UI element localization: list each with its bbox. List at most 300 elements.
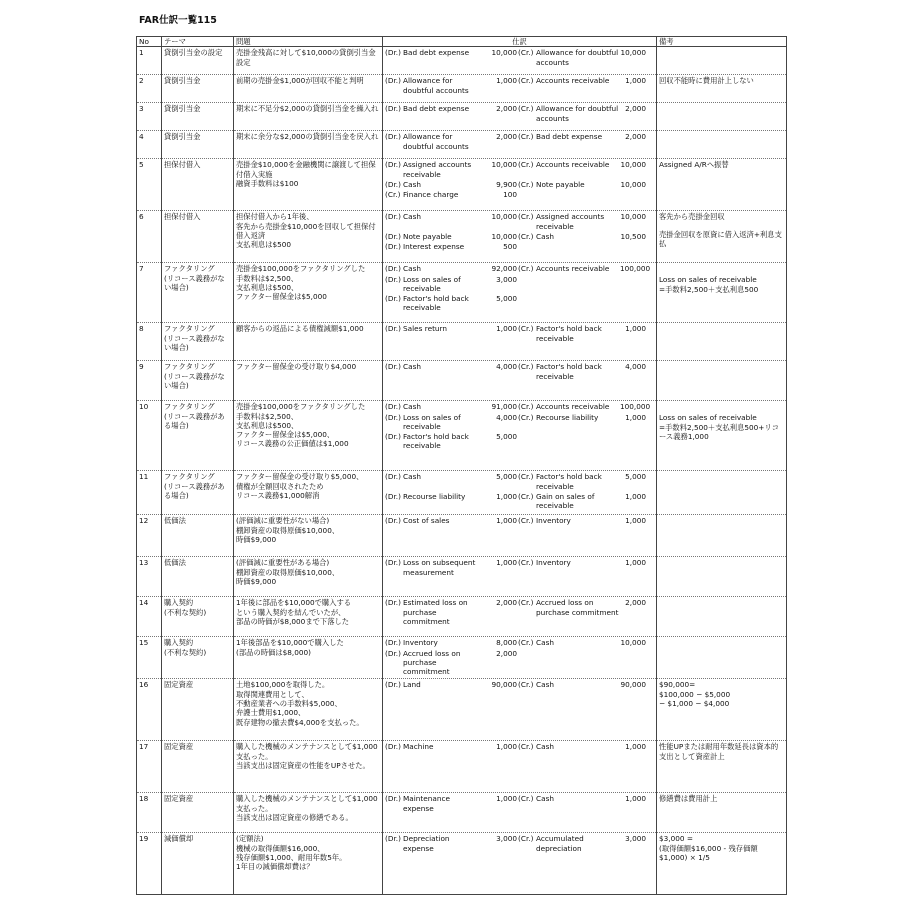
credit-account: Cash xyxy=(536,231,554,241)
row-theme: 低価法 xyxy=(162,557,234,597)
credit-account xyxy=(536,190,620,199)
debit-account: Loss on subsequent measurement xyxy=(403,558,476,577)
note-text: 売掛金回収を原資に借入返済+利息支払 xyxy=(659,229,782,248)
row-theme: 貸倒引当金 xyxy=(162,131,234,159)
credit-amount: 1,000 xyxy=(625,324,646,334)
cr-label: (Cr.) xyxy=(518,491,534,501)
credit-account: Accounts receivable xyxy=(536,160,610,170)
debit-amount: 2,000 xyxy=(496,648,517,658)
debit-account: Land xyxy=(403,680,421,690)
table-row xyxy=(137,263,787,323)
cr-label: (Cr.) xyxy=(518,402,534,412)
credit-account: Factor's hold back receivable xyxy=(536,362,602,381)
note-text: Loss on sales of receivable =手数料2,500＋支払利息500+リコース義務1,000 xyxy=(659,413,779,441)
debit-account: Inventory xyxy=(403,638,438,648)
credit-account: Inventory xyxy=(536,558,571,568)
debit-account: Factor's hold back receivable xyxy=(403,294,469,313)
debit-account: Allowance for doubtful accounts xyxy=(403,132,469,151)
debit-account: Maintenance expense xyxy=(403,794,450,813)
row-theme: 固定資産 xyxy=(162,741,234,793)
cr-label xyxy=(518,294,536,313)
debit-amount: 1,000 xyxy=(496,516,517,526)
row-no: 3 xyxy=(137,103,162,131)
dr-label: (Dr.) xyxy=(385,294,401,304)
credit-amount xyxy=(620,242,646,251)
debit-amount: 91,000 xyxy=(491,402,517,412)
row-theme: 担保付借入 xyxy=(162,159,234,211)
debit-amount: 5,000 xyxy=(496,472,517,482)
debit-account: Cost of sales xyxy=(403,516,450,526)
note-text: 性能UPまたは耐用年数延長は資本的支出として資産計上 xyxy=(659,742,779,761)
cr-label: (Cr.) xyxy=(518,104,534,114)
row-question: 担保付借入から1年後、 客先から売掛金$10,000を回収して担保付借入返済 支払利息は$500 xyxy=(234,211,383,263)
credit-amount: 1,000 xyxy=(625,558,646,568)
debit-amount: 3,000 xyxy=(496,834,517,844)
dr-label: (Cr.) xyxy=(385,190,401,200)
credit-amount: 2,000 xyxy=(625,132,646,142)
row-question: 期末に余分な$2,000の貸倒引当金を戻入れ xyxy=(234,131,383,159)
credit-amount: 4,000 xyxy=(625,362,646,372)
debit-amount: 2,000 xyxy=(496,598,517,608)
row-theme: 貸倒引当金 xyxy=(162,103,234,131)
row-journal xyxy=(383,323,657,361)
row-question: 売掛金$10,000を金融機関に譲渡して担保付借入実施 融資手数料は$100 xyxy=(234,159,383,211)
credit-account: Factor's hold back receivable xyxy=(536,472,602,491)
credit-account: Cash xyxy=(536,794,554,804)
row-journal xyxy=(383,401,657,471)
dr-label: (Dr.) xyxy=(385,598,401,608)
debit-amount: 10,000 xyxy=(491,231,517,241)
debit-account: Finance charge xyxy=(403,190,459,200)
row-notes xyxy=(657,471,787,515)
dr-label: (Dr.) xyxy=(385,160,401,170)
row-no: 8 xyxy=(137,323,162,361)
credit-amount: 100,000 xyxy=(620,264,651,274)
row-journal xyxy=(383,471,657,515)
row-notes xyxy=(657,361,787,401)
cr-label: (Cr.) xyxy=(518,412,534,422)
debit-account: Allowance for doubtful accounts xyxy=(403,76,469,95)
debit-account: Recourse liability xyxy=(403,491,466,501)
dr-label: (Dr.) xyxy=(385,76,401,86)
journal-line xyxy=(385,76,654,95)
journal-line xyxy=(385,160,654,179)
row-no: 13 xyxy=(137,557,162,597)
row-question: 1年後部品を$10,000で購入した (部品の時価は$8,000) xyxy=(234,637,383,679)
row-no: 5 xyxy=(137,159,162,211)
debit-amount: 10,000 xyxy=(491,212,517,222)
credit-account xyxy=(536,294,620,313)
credit-account xyxy=(536,432,620,451)
dr-label: (Dr.) xyxy=(385,834,401,844)
dr-label: (Dr.) xyxy=(385,648,401,658)
table-row xyxy=(137,741,787,793)
row-theme: ファクタリング (リコース義務がない場合) xyxy=(162,323,234,361)
note-text: 修繕費は費用計上 xyxy=(659,794,718,804)
row-question: 購入した機械のメンテナンスとして$1,000支払った。 当該支出は固定資産の性能をUPさせた。 xyxy=(234,741,383,793)
row-no: 1 xyxy=(137,47,162,75)
header-theme: テーマ xyxy=(162,37,234,47)
row-notes xyxy=(657,131,787,159)
dr-label: (Dr.) xyxy=(385,516,401,526)
row-notes xyxy=(657,597,787,637)
dr-label: (Dr.) xyxy=(385,179,401,189)
debit-amount: 4,000 xyxy=(496,362,517,372)
row-notes xyxy=(657,741,787,793)
debit-amount: 4,000 xyxy=(496,412,517,422)
row-question: 期末に不足分$2,000の貸倒引当金を繰入れ xyxy=(234,103,383,131)
note-text: $90,000= $100,000 − $5,000 − $1,000 − $4,000 xyxy=(659,680,731,709)
cr-label: (Cr.) xyxy=(518,48,534,58)
cr-label: (Cr.) xyxy=(518,472,534,482)
row-journal xyxy=(383,741,657,793)
credit-amount: 1,000 xyxy=(625,794,646,804)
row-no: 10 xyxy=(137,401,162,471)
row-question: 売掛金残高に対して$10,000の貸倒引当金設定 xyxy=(234,47,383,75)
credit-account: Accrued loss on purchase commitment xyxy=(536,598,619,617)
table-row xyxy=(137,323,787,361)
row-notes xyxy=(657,103,787,131)
journal-line xyxy=(385,324,654,343)
row-question: 売掛金$100,000をファクタリングした 手数料は$2,500、 支払利息は$500、 ファクター留保金は$5,000、 リコース義務の公正価値は$1,000 xyxy=(234,401,383,471)
row-notes xyxy=(657,75,787,103)
table-row xyxy=(137,597,787,637)
row-question: ファクター留保金の受け取り$4,000 xyxy=(234,361,383,401)
debit-amount: 1,000 xyxy=(496,491,517,501)
row-journal xyxy=(383,361,657,401)
row-theme: ファクタリング (リコース義務がない場合) xyxy=(162,263,234,323)
row-journal xyxy=(383,833,657,895)
row-question: 購入した機械のメンテナンスとして$1,000支払った。 当該支出は固定資産の修繕である。 xyxy=(234,793,383,833)
row-theme: 固定資産 xyxy=(162,679,234,741)
row-notes xyxy=(657,211,787,263)
credit-account: Cash xyxy=(536,742,554,752)
journal-line xyxy=(385,432,654,451)
debit-amount: 1,000 xyxy=(496,742,517,752)
note-text: 回収不能時に費用計上しない xyxy=(659,76,754,86)
row-theme: 貸倒引当金の設定 xyxy=(162,47,234,75)
row-journal xyxy=(383,47,657,75)
journal-line xyxy=(385,362,654,381)
debit-amount: 9,900 xyxy=(496,179,517,189)
row-question: ファクター留保金の受け取り$5,000、 債権が全額回収されたため リコース義務$1,000解消 xyxy=(234,471,383,515)
credit-account: Accounts receivable xyxy=(536,402,610,412)
row-journal xyxy=(383,679,657,741)
debit-amount: 10,000 xyxy=(491,48,517,58)
journal-line xyxy=(385,742,654,751)
row-journal xyxy=(383,793,657,833)
journal-line xyxy=(385,492,654,511)
credit-account: Inventory xyxy=(536,516,571,526)
debit-amount: 1,000 xyxy=(496,558,517,568)
journal-line xyxy=(385,294,654,313)
table-row xyxy=(137,159,787,211)
row-notes xyxy=(657,515,787,557)
table-row xyxy=(137,637,787,679)
dr-label: (Dr.) xyxy=(385,48,401,58)
credit-amount: 90,000 xyxy=(620,680,646,690)
row-question: 前期の売掛金$1,000が回収不能と判明 xyxy=(234,75,383,103)
row-notes xyxy=(657,159,787,211)
credit-amount: 10,000 xyxy=(620,179,646,189)
journal-line xyxy=(385,264,654,273)
debit-amount: 500 xyxy=(503,242,517,252)
cr-label: (Cr.) xyxy=(518,558,534,568)
row-question: (評価減に重要性がある場合) 棚卸資産の取得原価$10,000、 時価$9,000 xyxy=(234,557,383,597)
dr-label: (Dr.) xyxy=(385,132,401,142)
row-question: 売掛金$100,000をファクタリングした 手数料は$2,500、 支払利息は$500、 ファクター留保金は$5,000 xyxy=(234,263,383,323)
row-question: (評価減に重要性がない場合) 棚卸資産の取得原価$10,000、 時価$9,000 xyxy=(234,515,383,557)
row-no: 9 xyxy=(137,361,162,401)
row-journal xyxy=(383,557,657,597)
note-text: Assigned A/Rへ振替 xyxy=(659,160,729,170)
debit-amount: 1,000 xyxy=(496,76,517,86)
credit-account xyxy=(536,275,620,294)
credit-amount: 5,000 xyxy=(625,472,646,482)
credit-amount: 1,000 xyxy=(625,76,646,86)
dr-label: (Dr.) xyxy=(385,264,401,274)
credit-account: Cash xyxy=(536,680,554,690)
table-row xyxy=(137,75,787,103)
row-journal xyxy=(383,211,657,263)
row-journal xyxy=(383,131,657,159)
table-row xyxy=(137,515,787,557)
row-journal xyxy=(383,515,657,557)
cr-label xyxy=(518,432,536,451)
journal-line xyxy=(385,834,654,853)
debit-account: Factor's hold back receivable xyxy=(403,432,469,451)
debit-account: Accrued loss on purchase commitment xyxy=(403,648,461,677)
cr-label: (Cr.) xyxy=(518,76,534,86)
table-header-row xyxy=(137,37,787,47)
dr-label: (Dr.) xyxy=(385,432,401,442)
row-no: 11 xyxy=(137,471,162,515)
cr-label xyxy=(518,649,536,677)
journal-line xyxy=(385,104,654,123)
cr-label: (Cr.) xyxy=(518,324,534,334)
dr-label: (Dr.) xyxy=(385,680,401,690)
table-row xyxy=(137,557,787,597)
debit-account: Depreciation expense xyxy=(403,834,450,853)
note-text: 客先から売掛金回収 xyxy=(659,212,725,222)
credit-account: Allowance for doubtful accounts xyxy=(536,48,619,67)
cr-label: (Cr.) xyxy=(518,794,534,804)
journal-table xyxy=(136,36,787,895)
debit-amount: 10,000 xyxy=(491,160,517,170)
table-row xyxy=(137,211,787,263)
credit-account: Assigned accounts receivable xyxy=(536,212,605,231)
cr-label: (Cr.) xyxy=(518,834,534,844)
credit-account: Accumulated depreciation xyxy=(536,834,584,853)
credit-amount: 2,000 xyxy=(625,598,646,608)
cr-label: (Cr.) xyxy=(518,362,534,372)
table-row xyxy=(137,833,787,895)
credit-account: Accounts receivable xyxy=(536,264,610,274)
credit-account: Allowance for doubtful accounts xyxy=(536,104,619,123)
journal-line xyxy=(385,638,654,647)
journal-line xyxy=(385,598,654,626)
row-theme: ファクタリング (リコース義務がない場合) xyxy=(162,361,234,401)
debit-account: Loss on sales of receivable xyxy=(403,274,461,293)
journal-line xyxy=(385,132,654,151)
journal-line xyxy=(385,232,654,241)
dr-label: (Dr.) xyxy=(385,104,401,114)
row-notes xyxy=(657,401,787,471)
cr-label: (Cr.) xyxy=(518,132,534,142)
row-theme: ファクタリング (リコース義務がある場合) xyxy=(162,401,234,471)
credit-amount: 1,000 xyxy=(625,491,646,501)
cr-label: (Cr.) xyxy=(518,742,534,752)
debit-account: Assigned accounts receivable xyxy=(403,160,472,179)
journal-line xyxy=(385,48,654,67)
dr-label: (Dr.) xyxy=(385,491,401,501)
dr-label: (Dr.) xyxy=(385,212,401,222)
table-row xyxy=(137,131,787,159)
row-theme: 購入契約 (不利な契約) xyxy=(162,597,234,637)
credit-account: Accounts receivable xyxy=(536,76,610,86)
dr-label: (Dr.) xyxy=(385,242,401,252)
credit-amount: 10,000 xyxy=(620,48,646,58)
debit-amount: 2,000 xyxy=(496,104,517,114)
debit-amount: 5,000 xyxy=(496,432,517,442)
credit-account: Cash xyxy=(536,638,554,648)
note-text: $3,000 = (取得価額$16,000 - 残存価額$1,000) × 1/5 xyxy=(659,834,758,863)
row-no: 4 xyxy=(137,131,162,159)
row-no: 19 xyxy=(137,833,162,895)
journal-line xyxy=(385,413,654,432)
debit-account: Cash xyxy=(403,402,421,412)
debit-account: Loss on sales of receivable xyxy=(403,412,461,431)
row-theme: ファクタリング (リコース義務がある場合) xyxy=(162,471,234,515)
row-notes xyxy=(657,557,787,597)
cr-label: (Cr.) xyxy=(518,212,534,222)
debit-account: Bad debt expense xyxy=(403,104,470,114)
debit-amount: 1,000 xyxy=(496,324,517,334)
row-no: 16 xyxy=(137,679,162,741)
dr-label: (Dr.) xyxy=(385,324,401,334)
credit-amount: 10,500 xyxy=(620,231,646,241)
header-notes: 備考 xyxy=(657,37,787,47)
credit-account: Note payable xyxy=(536,179,585,189)
credit-amount: 1,000 xyxy=(625,516,646,526)
credit-account: Recourse liability xyxy=(536,412,599,422)
debit-account: Cash xyxy=(403,179,421,189)
row-no: 2 xyxy=(137,75,162,103)
row-theme: 低価法 xyxy=(162,515,234,557)
table-row xyxy=(137,679,787,741)
cr-label: (Cr.) xyxy=(518,264,534,274)
row-theme: 購入契約 (不利な契約) xyxy=(162,637,234,679)
debit-account: Cash xyxy=(403,362,421,372)
debit-account: Bad debt expense xyxy=(403,48,470,58)
row-journal xyxy=(383,159,657,211)
cr-label xyxy=(518,242,536,251)
cr-label xyxy=(518,275,536,294)
row-theme: 貸倒引当金 xyxy=(162,75,234,103)
row-no: 14 xyxy=(137,597,162,637)
row-no: 7 xyxy=(137,263,162,323)
row-no: 17 xyxy=(137,741,162,793)
row-theme: 担保付借入 xyxy=(162,211,234,263)
debit-account: Cash xyxy=(403,212,421,222)
row-journal xyxy=(383,597,657,637)
debit-account: Note payable xyxy=(403,231,452,241)
debit-amount: 5,000 xyxy=(496,294,517,304)
row-journal xyxy=(383,75,657,103)
row-theme: 減価償却 xyxy=(162,833,234,895)
table-row xyxy=(137,103,787,131)
journal-line xyxy=(385,275,654,294)
row-question: 1年後に部品を$10,000で購入する という購入契約を結んでいたが、 部品の時価が$8,000まで下落した xyxy=(234,597,383,637)
header-no: No xyxy=(137,37,162,47)
credit-amount: 1,000 xyxy=(625,412,646,422)
journal-line xyxy=(385,649,654,677)
row-notes xyxy=(657,679,787,741)
row-journal xyxy=(383,263,657,323)
header-journal: 仕訳 xyxy=(383,37,657,47)
cr-label: (Cr.) xyxy=(518,160,534,170)
row-journal xyxy=(383,103,657,131)
cr-label: (Cr.) xyxy=(518,516,534,526)
dr-label: (Dr.) xyxy=(385,402,401,412)
journal-line xyxy=(385,242,654,251)
row-question: 顧客からの返品による債権減額$1,000 xyxy=(234,323,383,361)
debit-account: Cash xyxy=(403,472,421,482)
table-body xyxy=(137,47,787,895)
row-notes xyxy=(657,47,787,75)
row-theme: 固定資産 xyxy=(162,793,234,833)
row-notes xyxy=(657,263,787,323)
credit-amount: 2,000 xyxy=(625,104,646,114)
journal-line xyxy=(385,180,654,189)
credit-account: Bad debt expense xyxy=(536,132,603,142)
row-question: 土地$100,000を取得した。 取得関連費用として、 不動産業者への手数料$5,000、 弁護士費用$1,000、 既存建物の撤去費$4,000を支払った。 xyxy=(234,679,383,741)
credit-amount xyxy=(620,294,646,313)
table-row xyxy=(137,793,787,833)
row-notes xyxy=(657,793,787,833)
debit-amount: 2,000 xyxy=(496,132,517,142)
cr-label: (Cr.) xyxy=(518,231,534,241)
journal-line xyxy=(385,516,654,525)
journal-line xyxy=(385,680,654,689)
credit-amount xyxy=(620,649,646,677)
journal-line xyxy=(385,212,654,231)
row-no: 12 xyxy=(137,515,162,557)
credit-account xyxy=(536,242,620,251)
credit-amount: 10,000 xyxy=(620,160,646,170)
credit-account: Gain on sales of receivable xyxy=(536,491,595,511)
row-notes xyxy=(657,637,787,679)
credit-amount: 1,000 xyxy=(625,742,646,752)
debit-amount: 8,000 xyxy=(496,638,517,648)
dr-label: (Dr.) xyxy=(385,362,401,372)
credit-amount xyxy=(620,190,646,199)
debit-amount: 100 xyxy=(503,190,517,200)
credit-amount: 3,000 xyxy=(625,834,646,844)
debit-account: Interest expense xyxy=(403,242,465,252)
cr-label: (Cr.) xyxy=(518,598,534,608)
table-row xyxy=(137,401,787,471)
dr-label: (Dr.) xyxy=(385,742,401,752)
page-title: FAR仕訳一覧115 xyxy=(139,15,217,26)
credit-amount xyxy=(620,432,646,451)
dr-label: (Dr.) xyxy=(385,231,401,241)
row-no: 18 xyxy=(137,793,162,833)
credit-account: Factor's hold back receivable xyxy=(536,324,602,343)
table-row xyxy=(137,361,787,401)
cr-label: (Cr.) xyxy=(518,680,534,690)
dr-label: (Dr.) xyxy=(385,412,401,422)
